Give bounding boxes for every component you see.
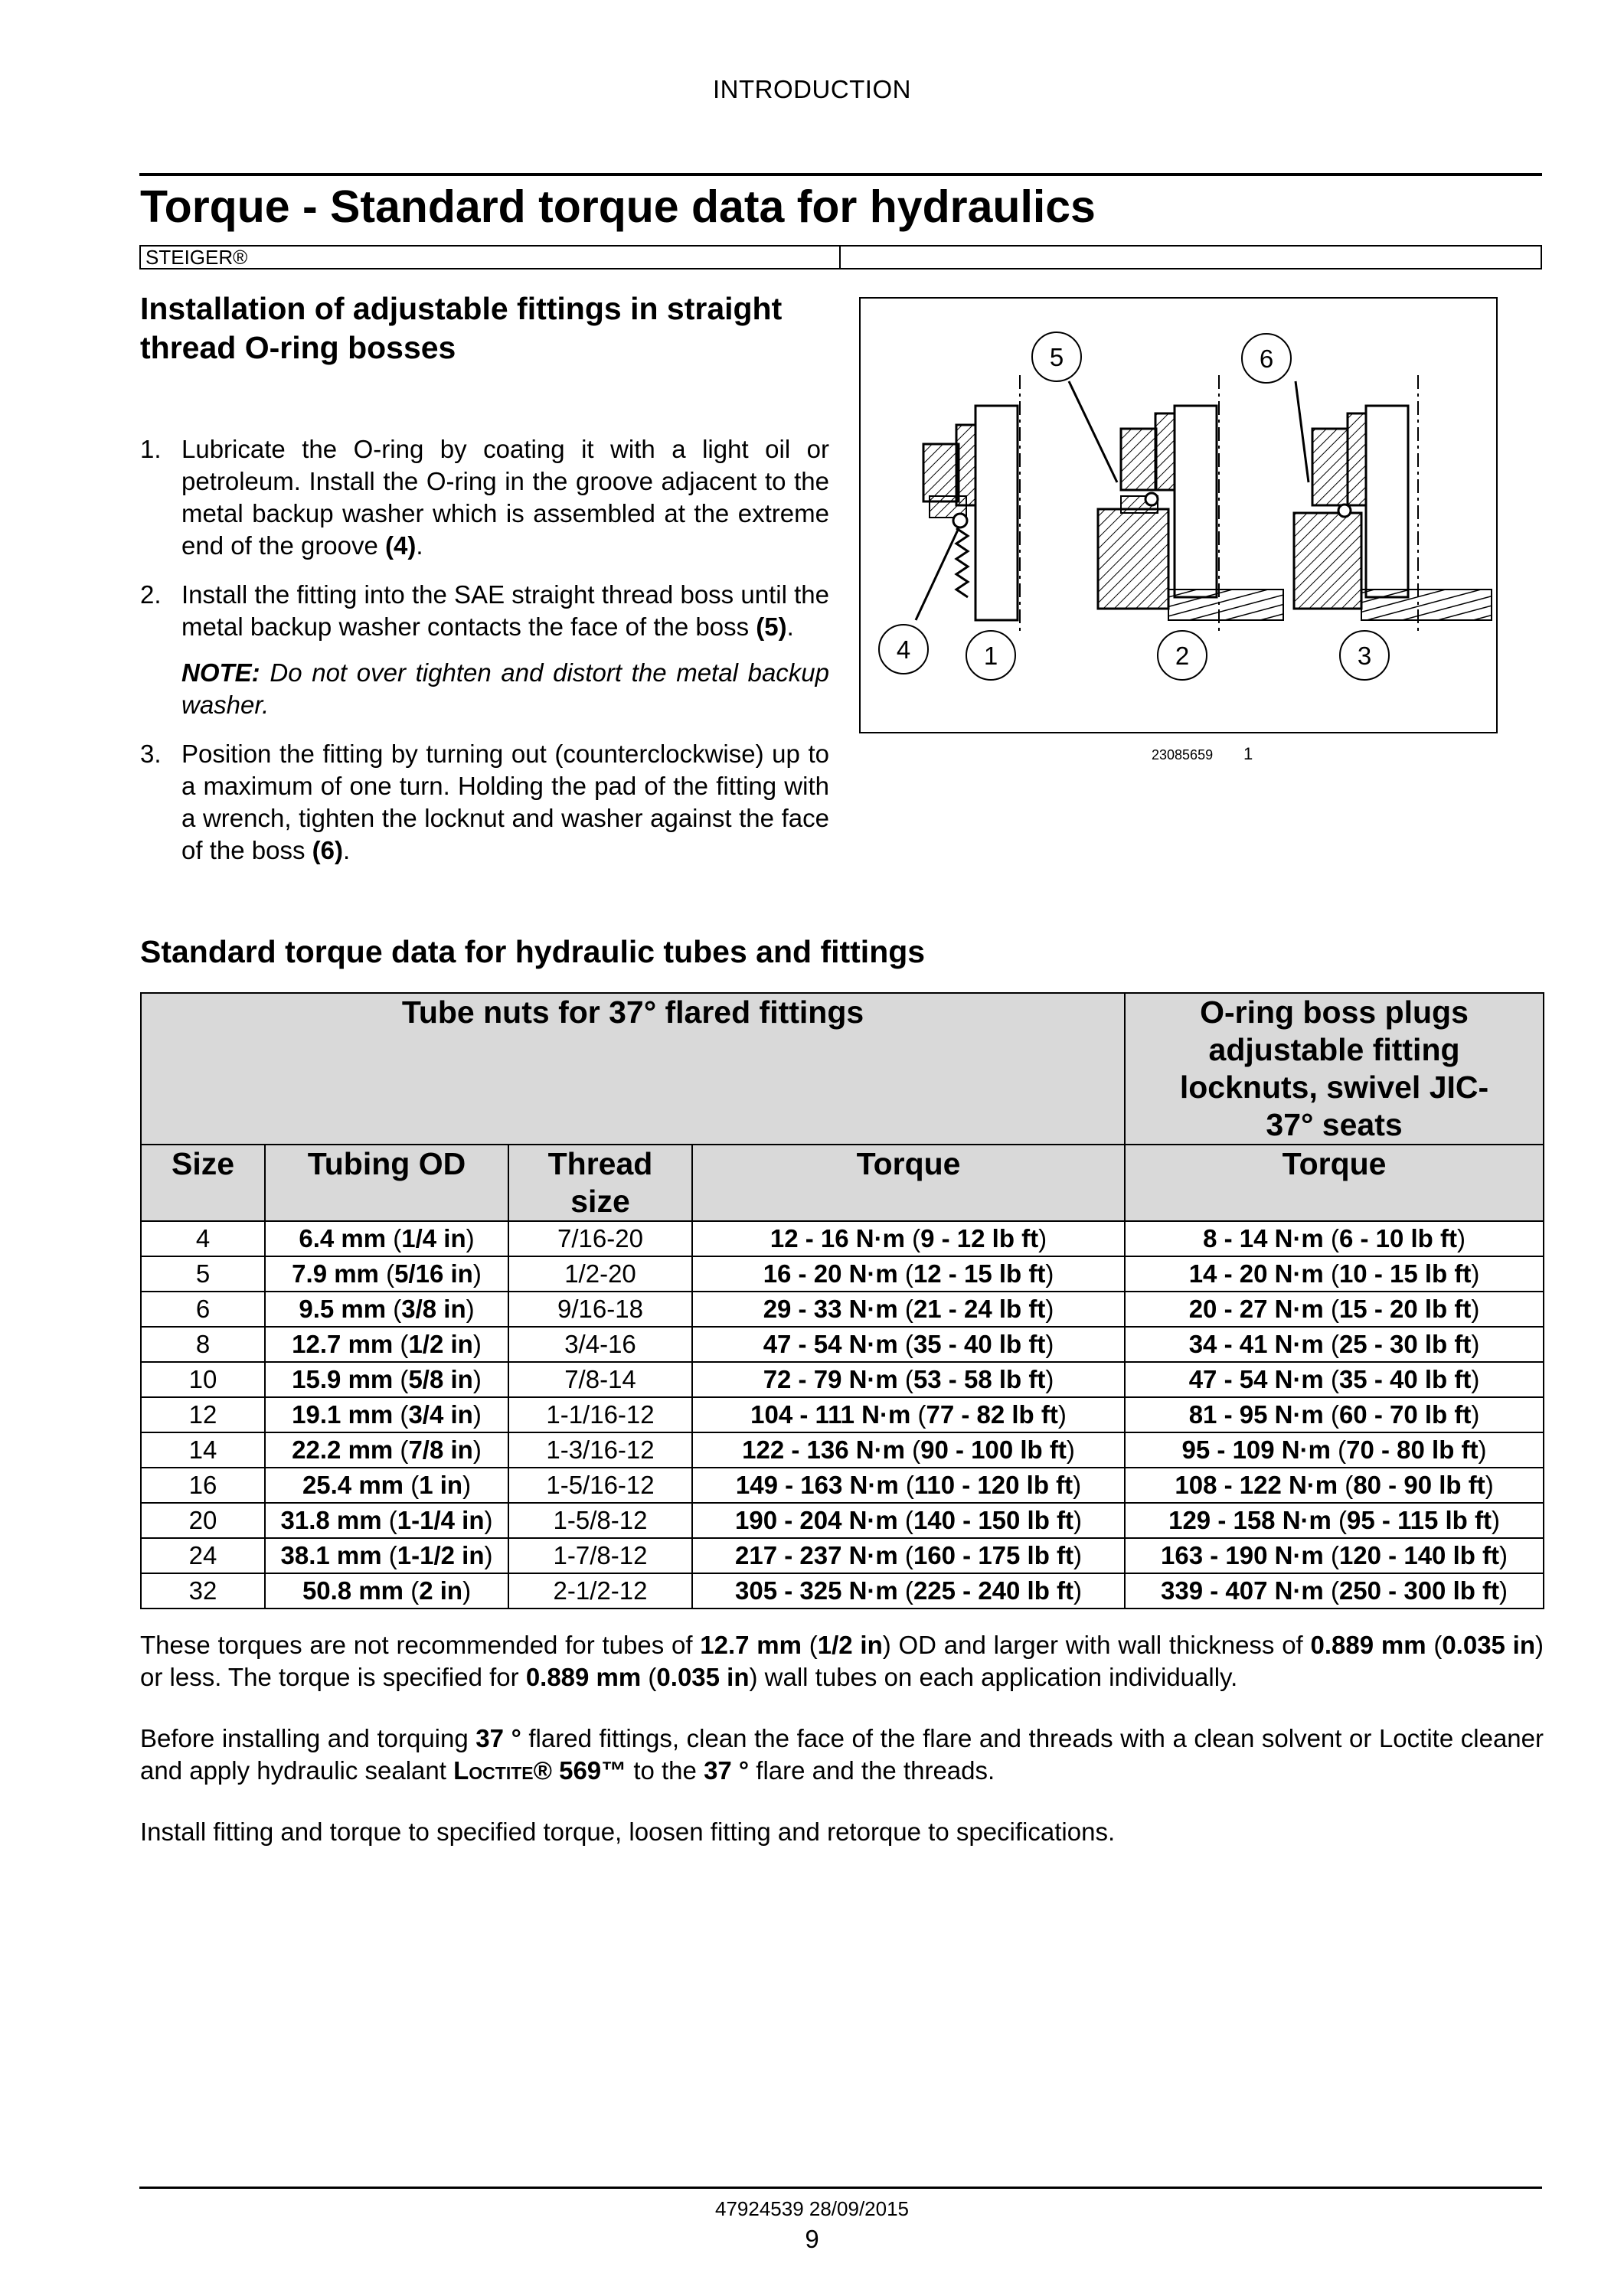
svg-text:3: 3	[1357, 642, 1372, 670]
col-header-size: Size	[141, 1145, 265, 1221]
cell-torque: 16 - 20 N·m (12 - 15 lb ft)	[692, 1256, 1125, 1292]
fitting-view-2	[1098, 375, 1283, 635]
fitting-view-3	[1294, 375, 1492, 635]
table-row	[141, 1432, 1544, 1468]
cell-size: 12	[141, 1397, 265, 1432]
cell-oring-torque: 14 - 20 N·m (10 - 15 lb ft)	[1125, 1256, 1544, 1292]
model-applicability-row	[139, 245, 1542, 269]
installation-heading-line1: Installation of adjustable fittings in straight	[140, 291, 783, 326]
cell-thread-size: 7/16-20	[508, 1221, 692, 1256]
torque-table	[140, 992, 1544, 1609]
col-header-thread-size: Thread size	[508, 1145, 692, 1221]
table-row	[141, 1538, 1544, 1573]
col-header-tubing-od: Tubing OD	[265, 1145, 508, 1221]
callout-2	[1158, 631, 1207, 680]
step-2: 2. Install the fitting into the SAE straight thread boss until the metal backup washer contacts the face of the boss (5).	[140, 580, 829, 641]
callout-3	[1340, 631, 1389, 680]
footer-rule	[139, 2187, 1542, 2189]
step-3: 3. Position the fitting by turning out (counterclockwise) up to a maximum of one turn. Holding the pad of the fitting with a wrench, tighten the locknut and washer against the face of the boss (6).	[140, 740, 829, 864]
figure-caption-code: 23085659	[1152, 747, 1214, 763]
cell-oring-torque: 34 - 41 N·m (25 - 30 lb ft)	[1125, 1327, 1544, 1362]
svg-text:2: 2	[1175, 642, 1190, 670]
cell-tubing-od: 15.9 mm (5/8 in)	[265, 1362, 508, 1397]
table-row	[141, 1327, 1544, 1362]
table-row	[141, 1256, 1544, 1292]
note-text: Do not over tighten and distort the metal backup washer.	[181, 658, 830, 719]
cell-torque: 72 - 79 N·m (53 - 58 lb ft)	[692, 1362, 1125, 1397]
callout-5	[1032, 332, 1081, 381]
cell-size: 20	[141, 1503, 265, 1538]
table-row	[141, 1573, 1544, 1609]
paragraph-wall-thickness: These torques are not recommended for tubes of 12.7 mm (1/2 in) OD and larger with wall thickness of 0.889 mm (0.035 in) or less. The torque is specified for 0.889 mm (0.035 in) wall tubes on each application individually.	[140, 1631, 1544, 1691]
cell-oring-torque: 95 - 109 N·m (70 - 80 lb ft)	[1125, 1432, 1544, 1468]
cell-size: 24	[141, 1538, 265, 1573]
table-row	[141, 1503, 1544, 1538]
cell-tubing-od: 50.8 mm (2 in)	[265, 1573, 508, 1609]
table-row	[141, 1397, 1544, 1432]
col-header-oring-torque: Torque	[1125, 1145, 1544, 1221]
cell-tubing-od: 6.4 mm (1/4 in)	[265, 1221, 508, 1256]
cell-tubing-od: 19.1 mm (3/4 in)	[265, 1397, 508, 1432]
cell-thread-size: 1/2-20	[508, 1256, 692, 1292]
cell-thread-size: 1-3/16-12	[508, 1432, 692, 1468]
note	[140, 657, 829, 721]
cell-oring-torque: 163 - 190 N·m (120 - 140 lb ft)	[1125, 1538, 1544, 1573]
fitting-illustration	[861, 299, 1496, 732]
callout-6	[1242, 334, 1291, 383]
cell-torque: 104 - 111 N·m (77 - 82 lb ft)	[692, 1397, 1125, 1432]
cell-oring-torque: 81 - 95 N·m (60 - 70 lb ft)	[1125, 1397, 1544, 1432]
cell-thread-size: 3/4-16	[508, 1327, 692, 1362]
cell-oring-torque: 47 - 54 N·m (35 - 40 lb ft)	[1125, 1362, 1544, 1397]
cell-torque: 122 - 136 N·m (90 - 100 lb ft)	[692, 1432, 1125, 1468]
cell-torque: 12 - 16 N·m (9 - 12 lb ft)	[692, 1221, 1125, 1256]
figure-caption-number: 1	[1243, 744, 1253, 763]
header-rule	[139, 173, 1542, 176]
page-number: 9	[805, 2225, 819, 2253]
callout-1	[966, 631, 1015, 680]
cell-torque: 305 - 325 N·m (225 - 240 lb ft)	[692, 1573, 1125, 1609]
callout-4	[879, 625, 928, 674]
fitting-figure	[859, 297, 1498, 733]
table-row	[141, 1468, 1544, 1503]
paragraph-retorque: Install fitting and torque to specified torque, loosen fitting and retorque to specifications.	[140, 1818, 1116, 1846]
fitting-view-1	[923, 375, 1020, 635]
cell-torque: 190 - 204 N·m (140 - 150 lb ft)	[692, 1503, 1125, 1538]
cell-torque: 47 - 54 N·m (35 - 40 lb ft)	[692, 1327, 1125, 1362]
paragraph-sealant: Before installing and torquing 37 ° flared fittings, clean the face of the flare and threads with a clean solvent or Loctite cleaner and apply hydraulic sealant Loctite® 569™ to the 37 ° flare and the threads.	[140, 1724, 1544, 1785]
note-label: NOTE:	[181, 658, 260, 687]
cell-size: 6	[141, 1292, 265, 1327]
cell-size: 10	[141, 1362, 265, 1397]
cell-thread-size: 1-5/8-12	[508, 1503, 692, 1538]
footer-document-code: 47924539 28/09/2015	[714, 2197, 910, 2220]
cell-size: 5	[141, 1256, 265, 1292]
installation-steps	[140, 433, 829, 883]
table-row	[141, 1362, 1544, 1397]
cell-thread-size: 1-1/16-12	[508, 1397, 692, 1432]
cell-size: 32	[141, 1573, 265, 1609]
col-header-torque: Torque	[692, 1145, 1125, 1221]
cell-tubing-od: 25.4 mm (1 in)	[265, 1468, 508, 1503]
svg-text:1: 1	[983, 642, 998, 670]
cell-tubing-od: 38.1 mm (1-1/2 in)	[265, 1538, 508, 1573]
cell-torque: 217 - 237 N·m (160 - 175 lb ft)	[692, 1538, 1125, 1573]
running-header: INTRODUCTION	[713, 75, 911, 103]
cell-tubing-od: 22.2 mm (7/8 in)	[265, 1432, 508, 1468]
cell-oring-torque: 20 - 27 N·m (15 - 20 lb ft)	[1125, 1292, 1544, 1327]
cell-tubing-od: 7.9 mm (5/16 in)	[265, 1256, 508, 1292]
cell-oring-torque: 129 - 158 N·m (95 - 115 lb ft)	[1125, 1503, 1544, 1538]
svg-text:4: 4	[896, 635, 911, 664]
cell-thread-size: 7/8-14	[508, 1362, 692, 1397]
model-label: STEIGER®	[141, 247, 841, 268]
torque-table-body	[141, 1221, 1544, 1609]
svg-text:6: 6	[1259, 345, 1274, 373]
cell-oring-torque: 339 - 407 N·m (250 - 300 lb ft)	[1125, 1573, 1544, 1609]
cell-torque: 29 - 33 N·m (21 - 24 lb ft)	[692, 1292, 1125, 1327]
cell-oring-torque: 108 - 122 N·m (80 - 90 lb ft)	[1125, 1468, 1544, 1503]
cell-oring-torque: 8 - 14 N·m (6 - 10 lb ft)	[1125, 1221, 1544, 1256]
table-heading: Standard torque data for hydraulic tubes and fittings	[140, 934, 926, 969]
cell-thread-size: 2-1/2-12	[508, 1573, 692, 1609]
installation-heading-line2: thread O-ring bosses	[140, 330, 456, 365]
cell-size: 16	[141, 1468, 265, 1503]
group-header-tube-nuts: Tube nuts for 37° flared fittings	[141, 993, 1125, 1145]
cell-thread-size: 9/16-18	[508, 1292, 692, 1327]
installation-heading	[140, 289, 782, 367]
cell-tubing-od: 9.5 mm (3/8 in)	[265, 1292, 508, 1327]
cell-tubing-od: 12.7 mm (1/2 in)	[265, 1327, 508, 1362]
svg-text:5: 5	[1049, 343, 1064, 371]
page-title: Torque - Standard torque data for hydraulics	[140, 181, 1096, 232]
cell-thread-size: 1-7/8-12	[508, 1538, 692, 1573]
cell-torque: 149 - 163 N·m (110 - 120 lb ft)	[692, 1468, 1125, 1503]
cell-size: 14	[141, 1432, 265, 1468]
group-header-oring: O-ring boss plugs adjustable fitting locknuts, swivel JIC-37° seats	[1125, 993, 1544, 1145]
step-1: 1. Lubricate the O-ring by coating it with a light oil or petroleum. Install the O-ring in the groove adjacent to the metal backup washer which is assembled at the extreme end of the groove (4).	[140, 435, 829, 560]
cell-size: 8	[141, 1327, 265, 1362]
cell-size: 4	[141, 1221, 265, 1256]
cell-tubing-od: 31.8 mm (1-1/4 in)	[265, 1503, 508, 1538]
cell-thread-size: 1-5/16-12	[508, 1468, 692, 1503]
table-row	[141, 1292, 1544, 1327]
table-row	[141, 1221, 1544, 1256]
